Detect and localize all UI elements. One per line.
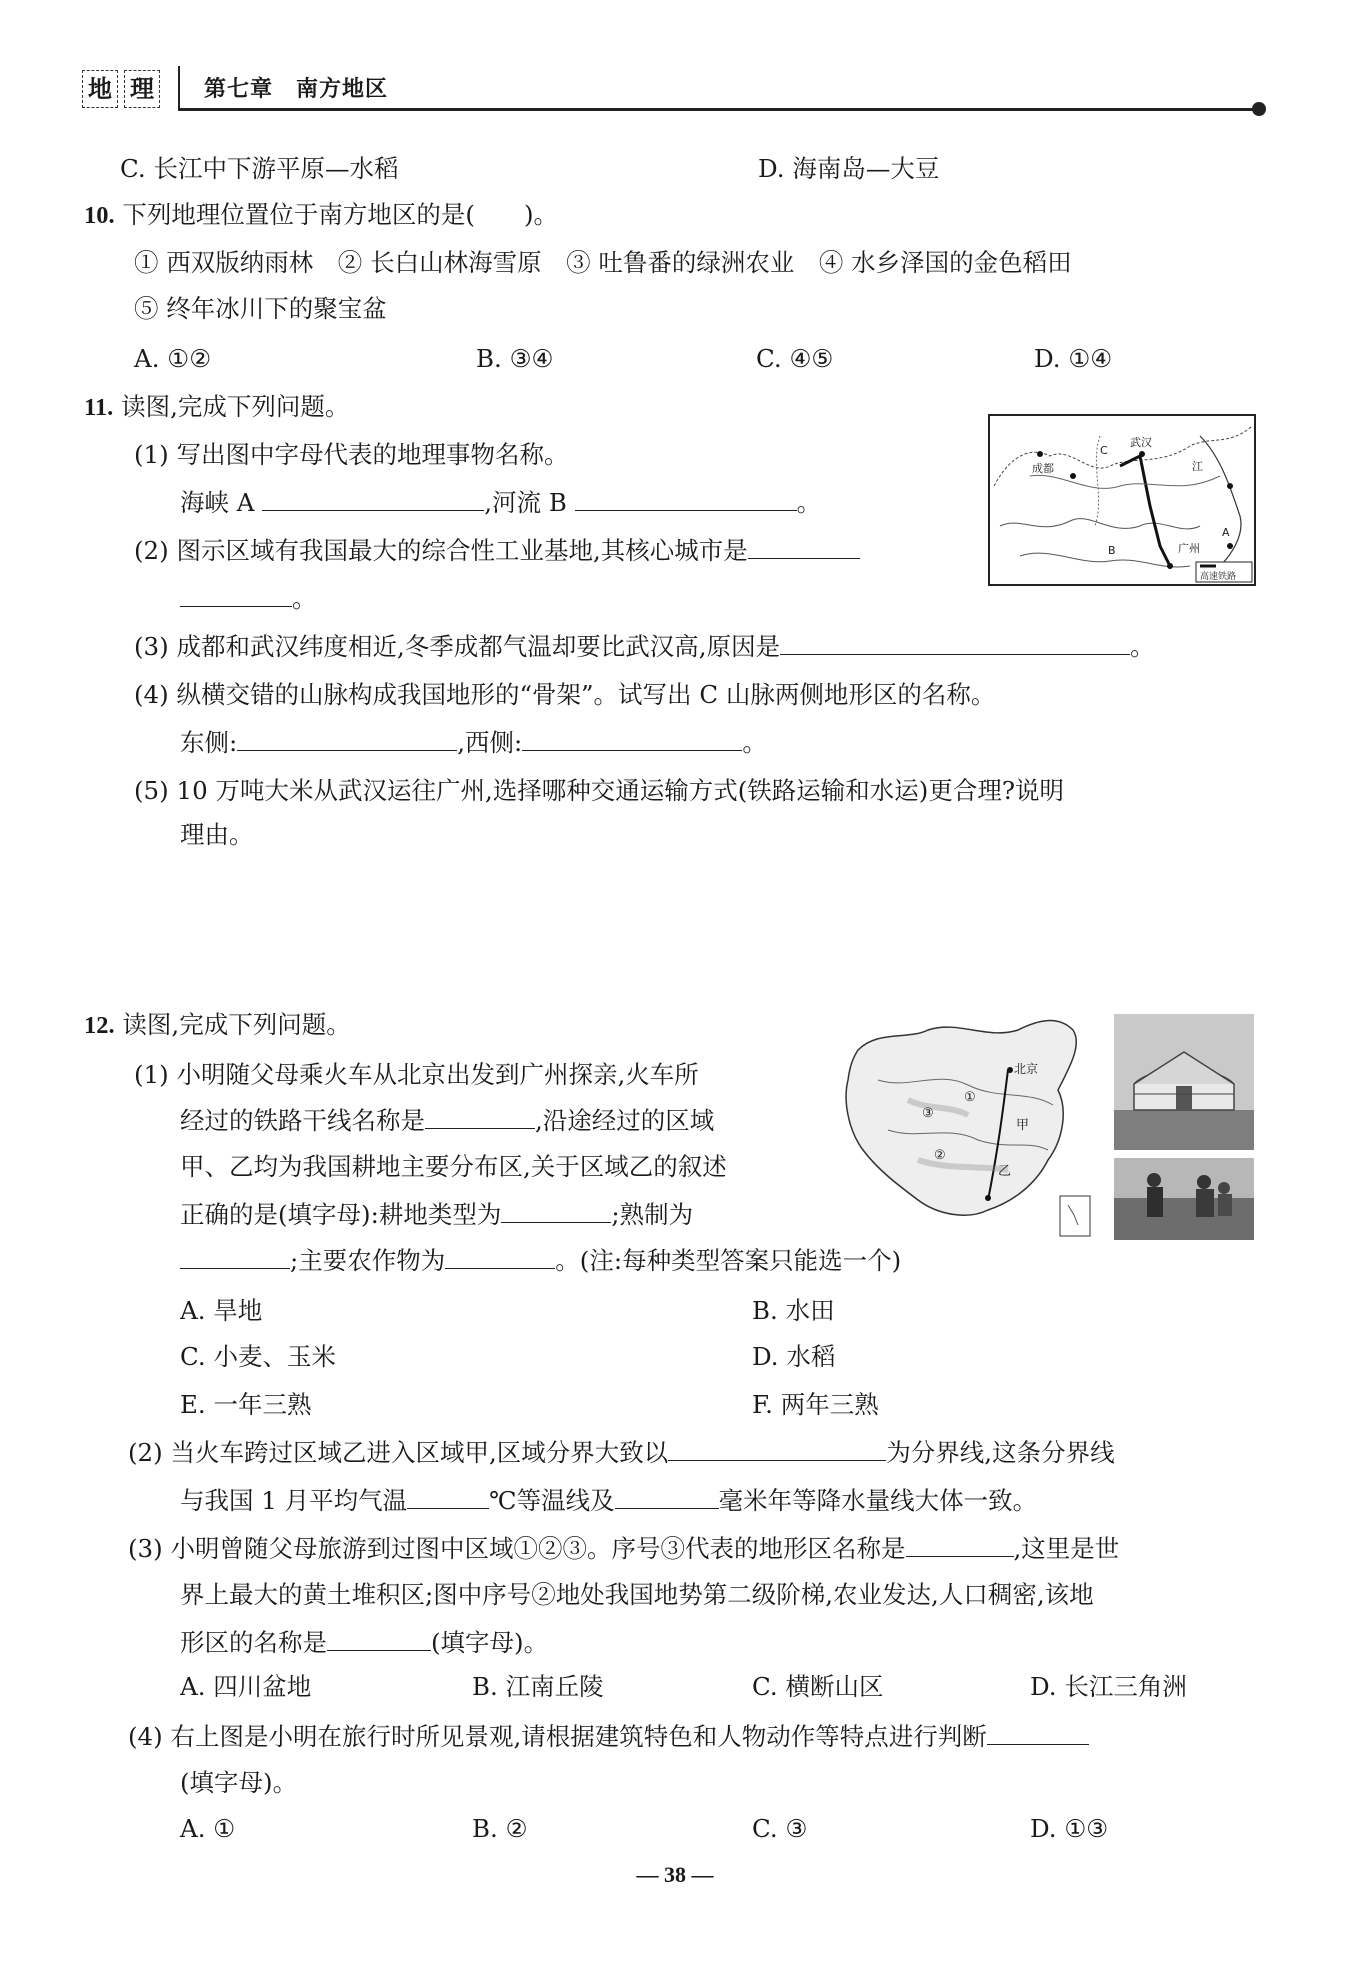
q12-p1-line-2: [180, 1104, 714, 1138]
q12-p3-line-1b: ,这里是世: [1013, 1534, 1120, 1563]
q11-east-label: 东侧:: [180, 728, 238, 757]
q12-china-map-drawing: [838, 1010, 1100, 1240]
q12-p1-option-c: C. 小麦、玉米: [180, 1342, 336, 1371]
people-photo: [1114, 1158, 1254, 1240]
q12-p3-line-1a: (3) 小明曾随父母旅游到过图中区域①②③。序号③代表的地形区名称是: [128, 1534, 906, 1563]
q12-p3-option-a: A. 四川盆地: [180, 1672, 312, 1701]
q11-west-label: ,西侧:: [457, 728, 523, 757]
q10-items-line-2: ⑤ 终年冰川下的聚宝盆: [134, 294, 387, 323]
q12-number: 12.: [84, 1012, 115, 1039]
q11-stem-line: [84, 390, 349, 425]
q11-strait-blank[interactable]: [262, 486, 484, 511]
q12-p1-option-f: F. 两年三熟: [752, 1390, 879, 1419]
map-label-a: A: [1222, 526, 1230, 539]
q12-p3-line-3b: (填字母)。: [431, 1628, 549, 1657]
q12-p4-line-1: [128, 1720, 1089, 1754]
map-label-c: C: [1100, 444, 1108, 457]
q12-land-type-blank[interactable]: [501, 1198, 611, 1223]
q11-part1: (1) 写出图中字母代表的地理事物名称。: [134, 440, 569, 469]
q11-strait-label: 海峡 A: [180, 488, 255, 517]
q12-stem-line: [84, 1008, 351, 1043]
q11-reason-blank[interactable]: [780, 630, 1130, 655]
yurt-photo: [1114, 1014, 1254, 1150]
q12-p1-option-d: D. 水稻: [752, 1342, 836, 1371]
page-number: — 38 —: [636, 1862, 714, 1887]
q12-landform-blank[interactable]: [906, 1532, 1014, 1557]
q12-p2-line-1: [128, 1436, 1115, 1470]
q11-part2: (2) 图示区域有我国最大的综合性工业基地,其核心城市是: [134, 536, 748, 565]
q11-part2-line: [134, 534, 860, 568]
q12-p1-line-4a: 正确的是(填字母):耕地类型为: [180, 1200, 502, 1229]
q10-stem: 下列地理位置位于南方地区的是( )。: [122, 200, 559, 229]
q9-option-c: C. 长江中下游平原—水稻: [120, 154, 399, 183]
q12-p1-line-3: 甲、乙均为我国耕地主要分布区,关于区域乙的叙述: [180, 1152, 727, 1181]
q11-part5-line-1: (5) 10 万吨大米从武汉运往广州,选择哪种交通运输方式(铁路运输和水运)更合理?说明: [134, 776, 1064, 805]
q12-boundary-blank[interactable]: [668, 1436, 886, 1461]
q12-p1-line-2a: 经过的铁路干线名称是: [180, 1106, 425, 1135]
map12-label-3: ③: [922, 1106, 934, 1121]
map12-label-yi: 乙: [998, 1164, 1012, 1179]
q12-p1-line-1: (1) 小明随父母乘火车从北京出发到广州探亲,火车所: [134, 1060, 699, 1089]
q12-p2-line-2a: 与我国 1 月平均气温: [180, 1486, 408, 1515]
q10-option-a: A. ①②: [134, 344, 212, 373]
q12-p4-option-b: B. ②: [472, 1814, 528, 1843]
q11-core-city-blank[interactable]: [748, 534, 860, 559]
map12-label-beijing: 北京: [1014, 1062, 1039, 1076]
q12-p1-line-4: [180, 1198, 693, 1232]
q12-region-blank[interactable]: [327, 1626, 431, 1651]
q11-part3: (3) 成都和武汉纬度相近,冬季成都气温却要比武汉高,原因是: [134, 632, 781, 661]
q11-core-city-blank-cont[interactable]: [180, 582, 292, 607]
q12-p1-option-b: B. 水田: [752, 1296, 835, 1325]
q12-p4-option-c: C. ③: [752, 1814, 808, 1843]
map-legend-railway: 高速铁路: [1200, 572, 1237, 582]
q11-map-drawing: [990, 416, 1254, 584]
q12-p1-line-5b: 。(注:每种类型答案只能选一个): [555, 1246, 902, 1275]
q12-p4-option-d: D. ①③: [1030, 1814, 1109, 1843]
q10-number: 10.: [84, 202, 115, 229]
q12-p1-line-2b: ,沿途经过的区域: [535, 1106, 715, 1135]
q12-p2-line-1a: (2) 当火车跨过区域乙进入区域甲,区域分界大致以: [128, 1438, 669, 1467]
subject-char-2: 理: [124, 70, 160, 108]
q12-p3-option-c: C. 横断山区: [752, 1672, 884, 1701]
q11-part3-end: 。: [1130, 632, 1155, 661]
q9-option-d: D. 海南岛—大豆: [758, 154, 940, 183]
q11-map-figure: [988, 414, 1256, 586]
map-label-wuhan: 武汉: [1130, 436, 1152, 449]
q12-temp-blank[interactable]: [407, 1484, 489, 1509]
q11-part1-end: 。: [796, 488, 822, 517]
map-label-b: B: [1108, 544, 1116, 557]
q11-east-blank[interactable]: [237, 726, 457, 751]
q12-p2-line-2: [180, 1484, 1037, 1518]
q11-part1-answer-line: [180, 486, 821, 520]
q11-number: 11.: [84, 394, 114, 421]
q12-p4-option-a: A. ①: [180, 1814, 236, 1843]
q12-p3-option-b: B. 江南丘陵: [472, 1672, 604, 1701]
q12-p3-line-1: [128, 1532, 1119, 1566]
q12-precip-blank[interactable]: [615, 1484, 719, 1509]
map-label-chengdu: 成都: [1032, 462, 1054, 475]
q11-part2-end: 。: [292, 584, 317, 613]
q11-stem: 读图,完成下列问题。: [121, 392, 350, 421]
q11-part4: (4) 纵横交错的山脉构成我国地形的“骨架”。试写出 C 山脉两侧地形区的名称。: [134, 680, 996, 709]
q12-railway-blank[interactable]: [425, 1104, 535, 1129]
q12-p1-option-e: E. 一年三熟: [180, 1390, 312, 1419]
q12-p2-line-2c: 毫米年等降水量线大体一致。: [718, 1486, 1038, 1515]
header-divider: [178, 66, 180, 110]
q12-p2-line-2b: ℃等温线及: [489, 1486, 615, 1515]
page-header: [82, 64, 1262, 114]
q12-p3-line-2: 界上最大的黄土堆积区;图中序号②地处我国地势第二级阶梯,农业发达,人口稠密,该地: [180, 1580, 1094, 1609]
q11-river-blank[interactable]: [575, 486, 797, 511]
map12-label-1: ①: [964, 1090, 976, 1105]
q10-option-d: D. ①④: [1034, 344, 1113, 373]
q11-part2-cont: [180, 582, 317, 616]
q11-west-blank[interactable]: [522, 726, 742, 751]
q12-p3-line-3a: 形区的名称是: [180, 1628, 327, 1657]
q12-p1-line-5a: ;主要农作物为: [290, 1246, 446, 1275]
q11-part5-line-2: 理由。: [180, 820, 254, 849]
q10-option-c: C. ④⑤: [756, 344, 834, 373]
map-label-guangzhou: 广州: [1178, 542, 1200, 555]
q12-p1-line-4b: ;熟制为: [611, 1200, 694, 1229]
header-rule-dot: [1252, 102, 1266, 116]
q12-p1-line-5: [180, 1244, 901, 1278]
q11-part4-end: 。: [742, 728, 767, 757]
map12-label-jia: 甲: [1016, 1118, 1030, 1133]
q11-part4-answer-line: [180, 726, 767, 760]
subject-label: [82, 70, 166, 108]
subject-char-1: 地: [82, 70, 118, 108]
q12-p4-line-2: (填字母)。: [180, 1768, 298, 1797]
header-rule: [178, 108, 1258, 111]
q12-p4-line-1a: (4) 右上图是小明在旅行时所见景观,请根据建筑特色和人物动作等特点进行判断: [128, 1722, 987, 1751]
q12-p3-option-d: D. 长江三角洲: [1030, 1672, 1187, 1701]
map12-label-2: ②: [934, 1148, 946, 1163]
q11-river-label: ,河流 B: [484, 488, 567, 517]
q11-part3-line: [134, 630, 1155, 664]
q10-stem-line: [84, 198, 558, 233]
q12-china-map-figure: [838, 1010, 1100, 1240]
q12-p2-line-1b: 为分界线,这条分界线: [886, 1438, 1115, 1467]
q12-cropping-blank[interactable]: [180, 1244, 290, 1269]
q12-scene-blank[interactable]: [987, 1720, 1089, 1745]
q12-crop-blank[interactable]: [445, 1244, 555, 1269]
map-label-jiang: 江: [1192, 460, 1203, 473]
q10-option-b: B. ③④: [476, 344, 554, 373]
q12-p1-option-a: A. 旱地: [180, 1296, 263, 1325]
q12-stem: 读图,完成下列问题。: [122, 1010, 351, 1039]
q10-items-line-1: ① 西双版纳雨林 ② 长白山林海雪原 ③ 吐鲁番的绿洲农业 ④ 水乡泽国的金色稻田: [134, 248, 1072, 277]
chapter-title: 第七章 南方地区: [204, 76, 389, 102]
q12-p3-line-3: [180, 1626, 548, 1660]
